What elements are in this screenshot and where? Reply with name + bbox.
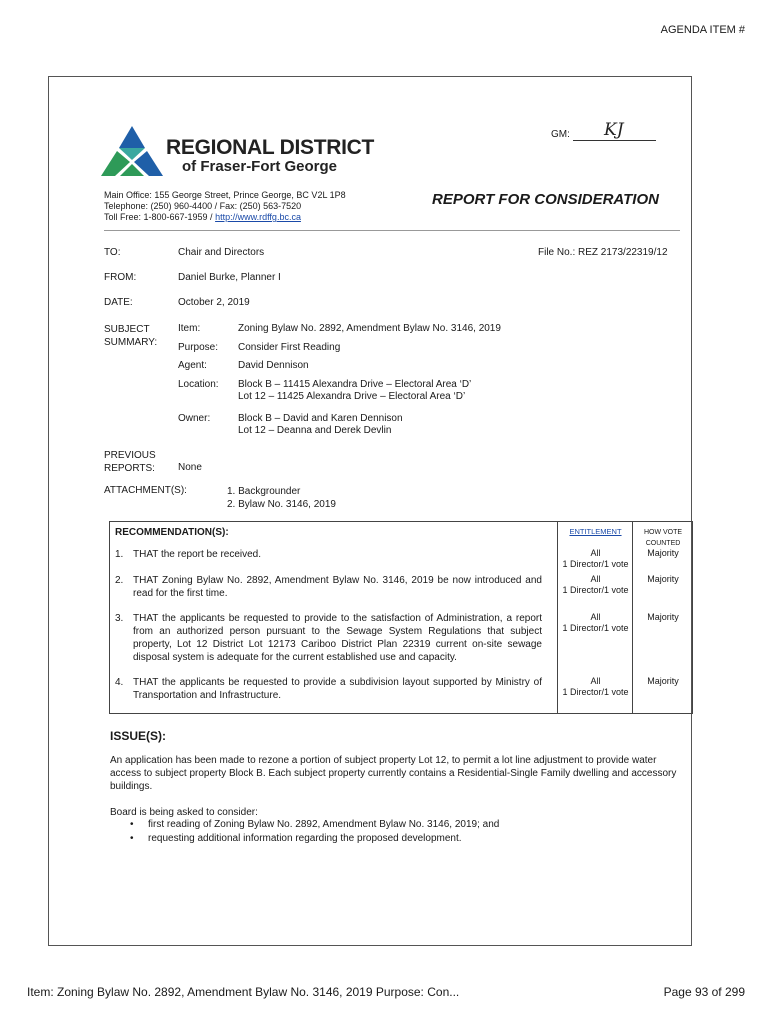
- previous-label-line: PREVIOUS: [104, 450, 156, 461]
- counted-line: COUNTED: [645, 540, 681, 547]
- recommendation-number: 4.: [115, 677, 124, 688]
- phone-line: Telephone: (250) 960-4400 / Fax: (250) 563-7520: [104, 201, 302, 211]
- gm-signature-line: [573, 140, 656, 141]
- vote-count-cell: Majority: [647, 548, 679, 558]
- recommendation-text: THAT the applicants be requested to provide to the satisfaction of Administration, a report from an authorized person pursuant to the Sewage System Regulations that subject property, Lot 12 District Lot 12173 Cariboo District Plan 22319 current on-site sewage disposal system is adequate for the current established use and capacity.: [133, 613, 542, 663]
- consider-bullet: [130, 833, 462, 844]
- recommendation-item: [115, 612, 542, 664]
- consider-bullet: [130, 819, 499, 830]
- recommendation-item: [115, 574, 542, 600]
- owner-label: Owner:: [178, 413, 211, 424]
- entitlement-all: All: [590, 574, 601, 584]
- to-label: TO:: [104, 247, 121, 258]
- regional-district-logo: [101, 126, 163, 178]
- website-link[interactable]: http://www.rdffg.bc.ca: [215, 212, 301, 222]
- issues-heading: ISSUE(S):: [110, 729, 167, 743]
- tollfree-text: Toll Free: 1-800-667-1959 /: [104, 212, 216, 222]
- subject-label-line: SUBJECT: [104, 324, 150, 335]
- address-line: Main Office: 155 George Street, Prince George, BC V2L 1P8: [104, 190, 346, 200]
- from-value: Daniel Burke, Planner I: [178, 272, 281, 283]
- owner-lot-12: Lot 12 – Deanna and Derek Devlin: [238, 425, 392, 436]
- recommendation-text: THAT the report be received.: [133, 549, 262, 560]
- attachments-label: ATTACHMENT(S):: [104, 485, 187, 496]
- owner-block-b: Block B – David and Karen Dennison: [238, 413, 403, 424]
- attachment-item[interactable]: 1. Backgrounder: [227, 486, 301, 497]
- agent-label: Agent:: [178, 360, 207, 371]
- footer-item-summary: Item: Zoning Bylaw No. 2892, Amendment Bylaw No. 3146, 2019 Purpose: Con...: [27, 985, 460, 999]
- bullet-text: first reading of Zoning Bylaw No. 2892, Amendment Bylaw No. 3146, 2019; and: [148, 819, 500, 830]
- recommendation-number: 3.: [115, 613, 124, 624]
- entitlement-heading: ENTITLEMENT: [569, 527, 622, 536]
- agenda-item-label: AGENDA ITEM #: [660, 24, 745, 36]
- entitlement-vote: 1 Director/1 vote: [562, 559, 629, 569]
- location-value: [238, 379, 471, 403]
- date-value: October 2, 2019: [178, 297, 250, 308]
- recommendation-item: [115, 676, 542, 702]
- header-divider: [104, 230, 680, 231]
- board-consider-text: Board is being asked to consider:: [110, 807, 258, 818]
- previous-reports-value: None: [178, 462, 202, 473]
- vote-count-cell: Majority: [647, 612, 679, 622]
- gm-initials: KJ: [604, 120, 624, 140]
- previous-reports-label: [104, 449, 156, 475]
- purpose-label: Purpose:: [178, 342, 219, 353]
- issues-paragraph: An application has been made to rezone a portion of subject property Lot 12, to permit a lot line adjustment to provide water access to subject property Block B. Each subject property currently contains a Residential-Single Family dwelling and accessory buildings.: [110, 755, 677, 792]
- how-vote-heading: [633, 527, 693, 549]
- gm-label: GM:: [551, 129, 570, 140]
- bullet-icon: •: [130, 819, 134, 830]
- vote-count-cell: Majority: [647, 676, 679, 686]
- entitlement-all: All: [590, 612, 601, 622]
- subject-summary-label: [104, 323, 157, 349]
- entitlement-cell: [558, 574, 633, 596]
- recommendation-item: [115, 548, 542, 561]
- item-value: Zoning Bylaw No. 2892, Amendment Bylaw No. 3146, 2019: [238, 323, 501, 334]
- how-vote-line: HOW VOTE: [643, 529, 683, 536]
- attachments-list: [227, 485, 336, 511]
- page-number: Page 93 of 299: [663, 985, 745, 999]
- location-label: Location:: [178, 379, 219, 390]
- reports-label-line: REPORTS:: [104, 463, 155, 474]
- owner-value: [238, 413, 403, 437]
- entitlement-cell: [558, 612, 633, 634]
- recommendation-text: THAT the applicants be requested to provide a subdivision layout supported by Ministry of Transportation and Infrastructure.: [133, 677, 542, 701]
- from-label: FROM:: [104, 272, 137, 283]
- recommendations-heading: RECOMMENDATION(S):: [115, 527, 229, 538]
- recommendation-text: THAT Zoning Bylaw No. 2892, Amendment Bylaw No. 3146, 2019 be now introduced and read for the first time.: [133, 575, 542, 599]
- summary-label-line: SUMMARY:: [104, 337, 158, 348]
- entitlement-vote: 1 Director/1 vote: [562, 585, 629, 595]
- entitlement-all: All: [590, 676, 601, 686]
- report-title: REPORT FOR CONSIDERATION: [432, 191, 659, 208]
- office-address: [104, 190, 346, 223]
- entitlement-vote: 1 Director/1 vote: [562, 687, 629, 697]
- purpose-value: Consider First Reading: [238, 342, 341, 353]
- recommendation-number: 2.: [115, 575, 124, 586]
- tollfree-line: [104, 212, 346, 223]
- bullet-text: requesting additional information regarding the proposed development.: [148, 833, 462, 844]
- recommendation-number: 1.: [115, 549, 124, 560]
- attachment-item[interactable]: 2. Bylaw No. 3146, 2019: [227, 499, 336, 510]
- file-number: File No.: REZ 2173/22319/12: [538, 247, 668, 258]
- org-subname: of Fraser-Fort George: [182, 158, 338, 175]
- entitlement-vote: 1 Director/1 vote: [562, 623, 629, 633]
- bullet-icon: •: [130, 833, 134, 844]
- to-value: Chair and Directors: [178, 247, 265, 258]
- entitlement-cell: [558, 676, 633, 698]
- location-lot-12: Lot 12 – 11425 Alexandra Drive – Electoral Area ‘D’: [238, 391, 466, 402]
- item-label: Item:: [178, 323, 201, 334]
- org-name: REGIONAL DISTRICT: [166, 136, 375, 159]
- location-block-b: Block B – 11415 Alexandra Drive – Electoral Area ‘D’: [238, 379, 472, 390]
- entitlement-cell: [558, 548, 633, 570]
- entitlement-all: All: [590, 548, 601, 558]
- vote-count-cell: Majority: [647, 574, 679, 584]
- date-label: DATE:: [104, 297, 133, 308]
- agent-value: David Dennison: [238, 360, 309, 371]
